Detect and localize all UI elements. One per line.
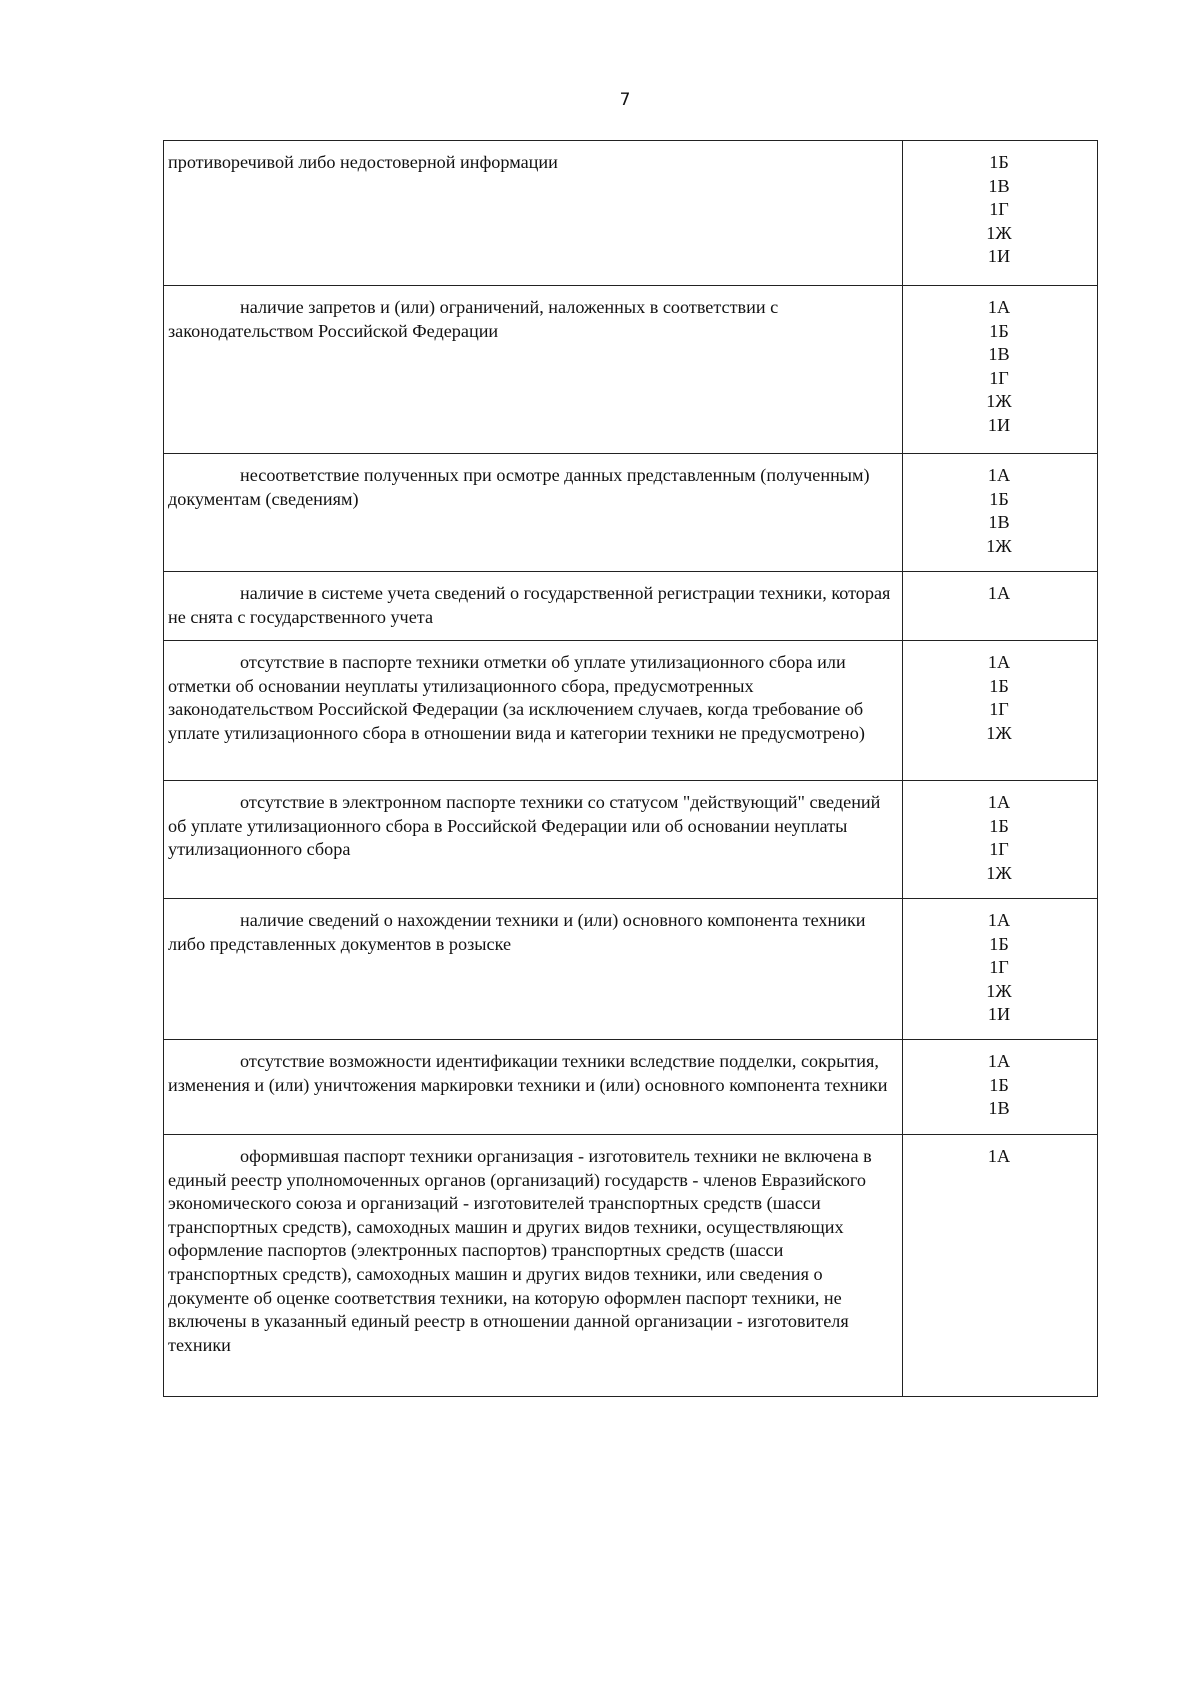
code-text: 1А <box>987 297 1011 317</box>
code-text: 1Ж <box>986 862 1012 883</box>
code-text: 1А <box>987 583 1011 603</box>
code-cell <box>903 1135 1098 1397</box>
code-text: 1Б <box>989 1074 1009 1095</box>
table-row <box>164 641 1098 781</box>
table-row <box>164 454 1098 572</box>
code-text: 1А <box>987 652 1011 672</box>
page-number: 7 <box>619 90 631 110</box>
code-text: 1Б <box>989 933 1009 954</box>
code-text: 1И <box>987 414 1011 435</box>
code-text: 1Г <box>989 699 1009 720</box>
description-cell <box>164 141 903 286</box>
code-text: 1А <box>987 1051 1011 1071</box>
code-text: 1Б <box>989 152 1009 172</box>
code-text: 1Г <box>989 839 1009 860</box>
code-text: 1Ж <box>986 722 1012 743</box>
code-text: 1Б <box>989 320 1009 341</box>
table-row <box>164 141 1098 286</box>
code-text: 1И <box>987 1004 1011 1025</box>
description-text: наличие сведений о нахождении техники и (или) основного компонента техники либо представленных документов в розыске <box>168 910 866 954</box>
code-text: 1Б <box>989 815 1009 836</box>
code-cell <box>903 286 1098 454</box>
code-text: 1В <box>988 344 1010 365</box>
description-cell <box>164 286 903 454</box>
description-text: несоответствие полученных при осмотре данных представленным (полученным) документам (сведениям) <box>168 465 870 509</box>
code-cell <box>903 454 1098 572</box>
code-text: 1Г <box>989 957 1009 978</box>
table-row <box>164 1135 1098 1397</box>
description-text: отсутствие возможности идентификации техники вследствие подделки, сокрытия, изменения и (или) уничтожения маркировки техники и (или) основного компонента техники <box>168 1051 888 1095</box>
requirements-table <box>163 140 1098 1397</box>
code-text: 1Ж <box>986 535 1012 556</box>
code-text: 1Б <box>989 488 1009 509</box>
description-cell <box>164 572 903 641</box>
table-row <box>164 1040 1098 1135</box>
code-text: 1В <box>988 512 1010 533</box>
description-cell <box>164 1040 903 1135</box>
code-cell <box>903 1040 1098 1135</box>
table-row <box>164 572 1098 641</box>
code-cell <box>903 899 1098 1040</box>
code-text: 1А <box>987 465 1011 485</box>
description-cell <box>164 781 903 899</box>
table-row <box>164 781 1098 899</box>
code-cell <box>903 572 1098 641</box>
code-cell <box>903 641 1098 781</box>
code-text: 1В <box>988 1098 1010 1119</box>
description-text: наличие в системе учета сведений о государственной регистрации техники, которая не снята с государственного учета <box>168 583 891 627</box>
code-text: 1Г <box>989 367 1009 388</box>
code-text: 1А <box>987 792 1011 812</box>
description-cell <box>164 454 903 572</box>
table-row <box>164 286 1098 454</box>
code-text: 1Ж <box>986 980 1012 1001</box>
code-text: 1А <box>987 1146 1011 1166</box>
code-text: 1Ж <box>986 391 1012 412</box>
code-text: 1В <box>988 175 1010 196</box>
description-cell <box>164 1135 903 1397</box>
description-text: противоречивой либо недостоверной информации <box>168 152 558 172</box>
description-text: наличие запретов и (или) ограничений, наложенных в соответствии с законодательством Российской Федерации <box>168 297 779 341</box>
table-row <box>164 899 1098 1040</box>
code-text: 1И <box>987 246 1011 267</box>
description-text: оформившая паспорт техники организация - изготовитель техники не включена в единый реестр уполномоченных органов (организаций) государств - членов Евразийского экономического союза и организаций - изготовителей транспортных средств (шасси транспортных средств), самоходных машин и других видов техники, осуществляющих оформление паспортов (электронных паспортов) транспортных средств (шасси транспортных средств), самоходных машин и других видов техники, или сведения о документе об оценке соответствия техники, на которую оформлен паспорт техники, не включены в указанный единый реестр в отношении данной организации - изготовителя техники <box>168 1146 872 1355</box>
code-text: 1Ж <box>986 222 1012 243</box>
description-text: отсутствие в паспорте техники отметки об уплате утилизационного сбора или отметки об основании неуплаты утилизационного сбора, предусмотренных законодательством Российской Федерации (за исключением случаев, когда требование об уплате утилизационного сбора в отношении вида и категории техники не предусмотрено) <box>168 652 865 743</box>
description-cell <box>164 641 903 781</box>
code-text: 1Г <box>989 199 1009 220</box>
code-text: 1А <box>987 910 1011 930</box>
code-text: 1Б <box>989 675 1009 696</box>
code-cell <box>903 141 1098 286</box>
description-text: отсутствие в электронном паспорте техники со статусом "действующий" сведений об уплате утилизационного сбора в Российской Федерации или об основании неуплаты утилизационного сбора <box>168 792 881 860</box>
code-cell <box>903 781 1098 899</box>
description-cell <box>164 899 903 1040</box>
